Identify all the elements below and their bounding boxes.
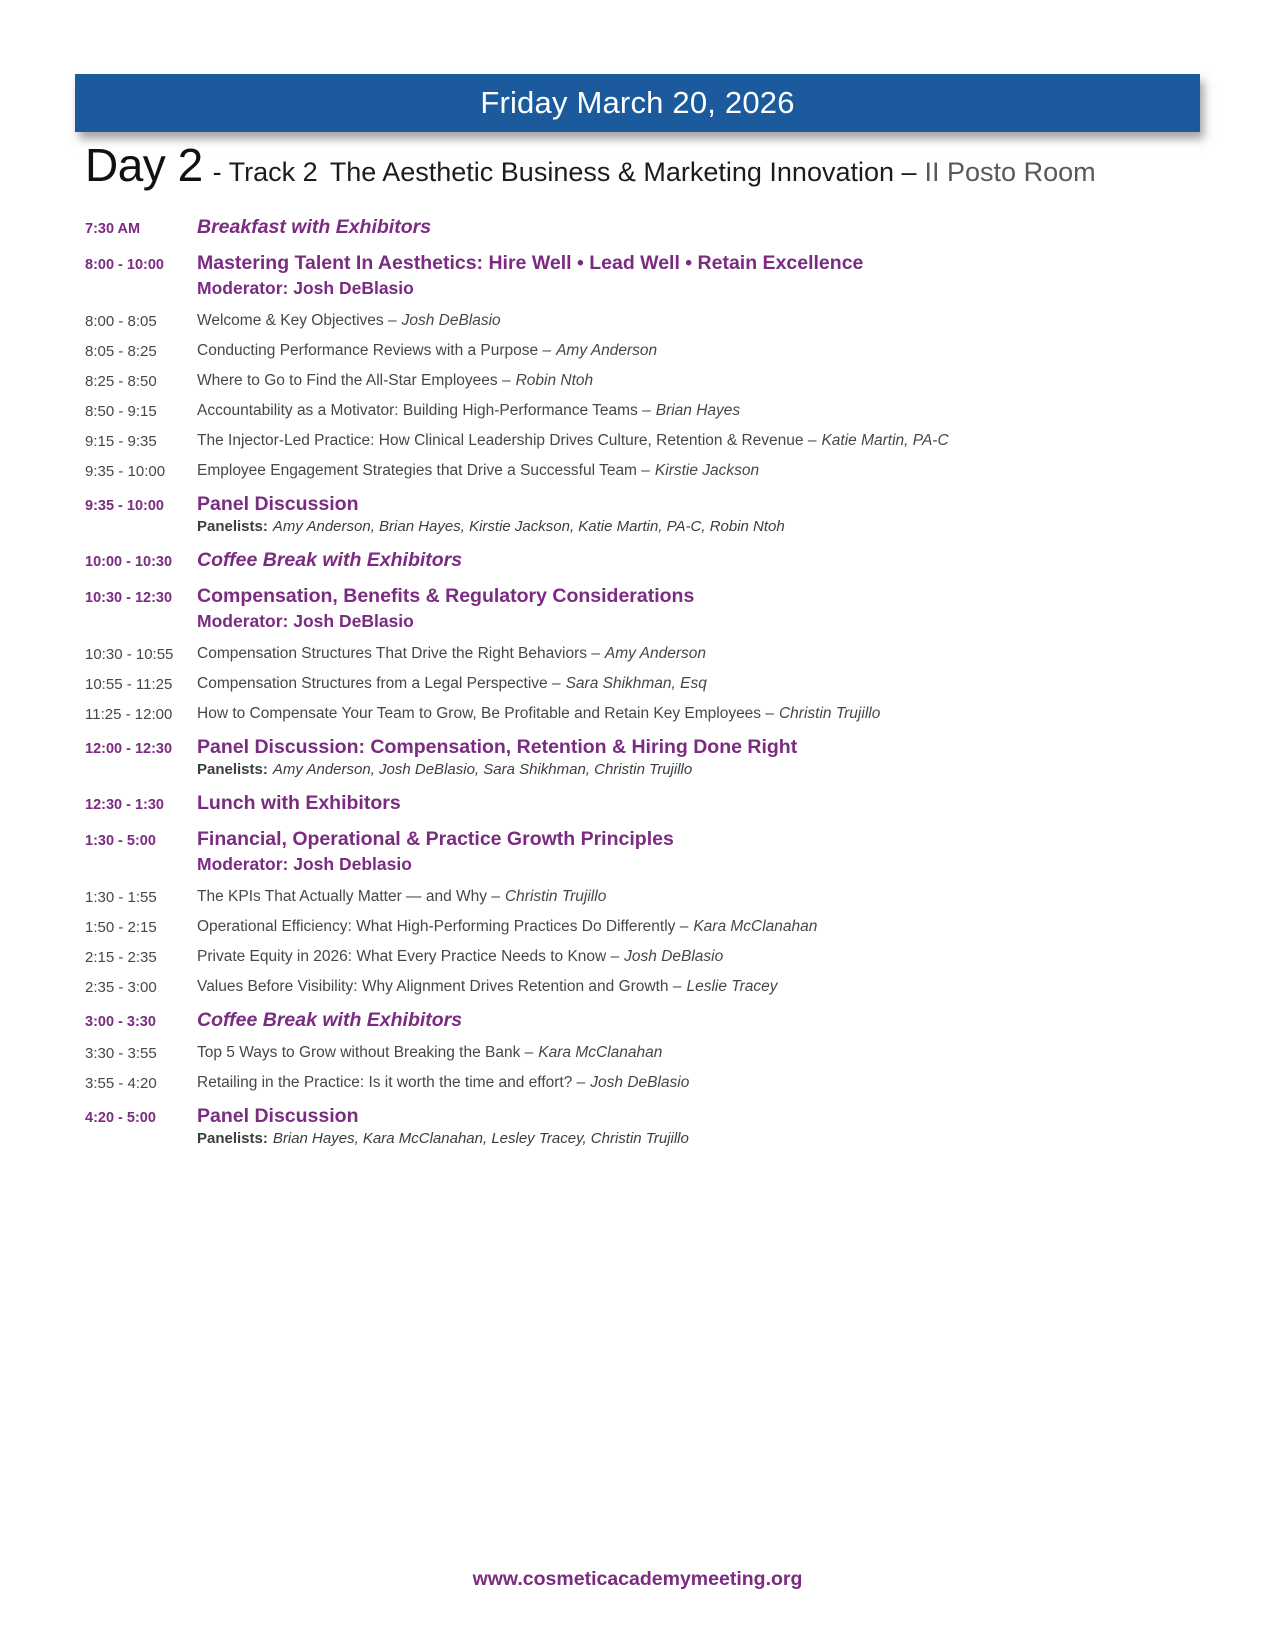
- talk-speaker: Kara McClanahan: [538, 1044, 663, 1061]
- schedule-row-panel: [85, 735, 1205, 780]
- talk-speaker: Kara McClanahan: [693, 918, 818, 935]
- time-cell: 8:25 - 8:50: [85, 373, 157, 390]
- session-content: [197, 827, 1205, 877]
- session-title: Coffee Break with Exhibitors: [197, 549, 463, 571]
- schedule-row-item: [85, 887, 1205, 907]
- track-label: - Track 2: [212, 157, 318, 187]
- time-cell: 3:30 - 3:55: [85, 1045, 157, 1062]
- talk-title: The Injector-Led Practice: How Clinical Leadership Drives Culture, Retention & Revenue –: [197, 432, 817, 449]
- schedule: [85, 204, 1205, 1149]
- talk-title: Operational Efficiency: What High-Performing Practices Do Differently –: [197, 918, 689, 935]
- session-title: Coffee Break with Exhibitors: [197, 1009, 463, 1031]
- schedule-row-item: [85, 917, 1205, 937]
- time-cell: 1:50 - 2:15: [85, 919, 157, 936]
- talk-title: Top 5 Ways to Grow without Breaking the Bank –: [197, 1044, 534, 1061]
- session-moderator: Moderator: Josh DeBlasio: [197, 278, 414, 298]
- schedule-row-item: [85, 704, 1205, 724]
- talk-title: How to Compensate Your Team to Grow, Be Profitable and Retain Key Employees –: [197, 705, 774, 722]
- session-content: [197, 431, 1205, 451]
- time-cell: 12:30 - 1:30: [85, 797, 164, 813]
- schedule-row-session: [85, 827, 1205, 877]
- time-cell: 10:30 - 10:55: [85, 646, 174, 663]
- time-cell: 9:35 - 10:00: [85, 463, 166, 480]
- session-content: [197, 1073, 1205, 1093]
- talk-speaker: Amy Anderson: [556, 342, 658, 359]
- room-label: II Posto Room: [924, 157, 1096, 187]
- day-heading: [85, 138, 1195, 192]
- schedule-row-item: [85, 1073, 1205, 1093]
- talk-line: [197, 1043, 1205, 1063]
- panelists-line: [197, 517, 1205, 537]
- track-title: The Aesthetic Business & Marketing Innovation –: [329, 157, 917, 187]
- session-title: Financial, Operational & Practice Growth Principles: [197, 828, 674, 850]
- time-cell: 2:15 - 2:35: [85, 949, 157, 966]
- talk-line: [197, 341, 1205, 361]
- time-cell: 12:00 - 12:30: [85, 741, 173, 757]
- session-content: [197, 644, 1205, 664]
- footer: [0, 1568, 1275, 1591]
- talk-speaker: Katie Martin, PA-C: [821, 432, 949, 449]
- time-cell: 3:00 - 3:30: [85, 1014, 156, 1030]
- panelists-label: Panelists:: [197, 761, 268, 778]
- time-cell: 10:30 - 12:30: [85, 590, 173, 606]
- talk-line: [197, 401, 1205, 421]
- session-content: [197, 735, 1205, 780]
- talk-title: Compensation Structures That Drive the Right Behaviors –: [197, 645, 600, 662]
- talk-line: [197, 371, 1205, 391]
- talk-title: Compensation Structures from a Legal Perspective –: [197, 675, 561, 692]
- talk-speaker: Josh DeBlasio: [624, 948, 724, 965]
- panelists-names: Amy Anderson, Brian Hayes, Kirstie Jackson, Katie Martin, PA-C, Robin Ntoh: [272, 518, 785, 535]
- day-label: Day 2: [85, 139, 203, 191]
- talk-title: Private Equity in 2026: What Every Practice Needs to Know –: [197, 948, 620, 965]
- date-banner: [75, 74, 1200, 132]
- footer-website-link[interactable]: www.cosmeticacademymeeting.org: [472, 1568, 803, 1590]
- schedule-row-item: [85, 977, 1205, 997]
- time-cell: 1:30 - 5:00: [85, 833, 156, 849]
- session-content: [197, 977, 1205, 997]
- schedule-row-break: [85, 548, 1205, 573]
- talk-speaker: Christin Trujillo: [778, 705, 881, 722]
- panelists-label: Panelists:: [197, 1130, 268, 1147]
- session-content: [197, 674, 1205, 694]
- schedule-row-item: [85, 644, 1205, 664]
- talk-speaker: Christin Trujillo: [504, 888, 607, 905]
- talk-speaker: Kirstie Jackson: [654, 462, 760, 479]
- talk-speaker: Josh DeBlasio: [401, 312, 501, 329]
- time-cell: 10:55 - 11:25: [85, 676, 173, 693]
- time-cell: 3:55 - 4:20: [85, 1075, 157, 1092]
- talk-title: Retailing in the Practice: Is it worth the time and effort? –: [197, 1074, 586, 1091]
- talk-title: Accountability as a Motivator: Building High-Performance Teams –: [197, 402, 651, 419]
- session-content: [197, 461, 1205, 481]
- talk-title: Where to Go to Find the All-Star Employees –: [197, 372, 511, 389]
- schedule-row-item: [85, 461, 1205, 481]
- session-content: [197, 371, 1205, 391]
- time-cell: 8:00 - 10:00: [85, 257, 164, 273]
- date-banner-title: Friday March 20, 2026: [480, 85, 795, 120]
- schedule-row-item: [85, 311, 1205, 331]
- talk-line: [197, 1073, 1205, 1093]
- session-content: [197, 704, 1205, 724]
- talk-line: [197, 704, 1205, 724]
- schedule-row-item: [85, 431, 1205, 451]
- time-cell: 11:25 - 12:00: [85, 706, 173, 723]
- session-content: [197, 947, 1205, 967]
- session-content: [197, 401, 1205, 421]
- session-content: [197, 548, 1205, 573]
- session-title: Mastering Talent In Aesthetics: Hire Well • Lead Well • Retain Excellence: [197, 252, 864, 274]
- schedule-row-item: [85, 1043, 1205, 1063]
- talk-title: Values Before Visibility: Why Alignment Drives Retention and Growth –: [197, 978, 682, 995]
- schedule-row-item: [85, 674, 1205, 694]
- session-content: [197, 311, 1205, 331]
- panelists-names: Amy Anderson, Josh DeBlasio, Sara Shikhman, Christin Trujillo: [272, 761, 693, 778]
- panelists-line: [197, 760, 1205, 780]
- session-content: [197, 341, 1205, 361]
- talk-title: Conducting Performance Reviews with a Purpose –: [197, 342, 552, 359]
- schedule-row-item: [85, 947, 1205, 967]
- time-cell: 4:20 - 5:00: [85, 1110, 156, 1126]
- panelists-line: [197, 1129, 1205, 1149]
- session-content: [197, 215, 1205, 240]
- time-cell: 2:35 - 3:00: [85, 979, 157, 996]
- session-moderator: Moderator: Josh Deblasio: [197, 854, 412, 874]
- session-content: [197, 584, 1205, 634]
- talk-title: Employee Engagement Strategies that Drive a Successful Team –: [197, 462, 650, 479]
- schedule-row-item: [85, 341, 1205, 361]
- schedule-row-session: [85, 251, 1205, 301]
- schedule-row-break: [85, 791, 1205, 816]
- talk-line: [197, 431, 1205, 451]
- schedule-row-break: [85, 1008, 1205, 1033]
- session-moderator: Moderator: Josh DeBlasio: [197, 611, 414, 631]
- session-content: [197, 791, 1205, 816]
- time-cell: 8:50 - 9:15: [85, 403, 157, 420]
- schedule-row-break: [85, 215, 1205, 240]
- session-content: [197, 251, 1205, 301]
- time-cell: 1:30 - 1:55: [85, 889, 157, 906]
- schedule-row-session: [85, 584, 1205, 634]
- session-title: Panel Discussion: [197, 1105, 359, 1127]
- session-content: [197, 1043, 1205, 1063]
- talk-speaker: Amy Anderson: [604, 645, 707, 662]
- talk-line: [197, 947, 1205, 967]
- session-title: Lunch with Exhibitors: [197, 792, 401, 814]
- session-content: [197, 1008, 1205, 1033]
- session-title: Compensation, Benefits & Regulatory Considerations: [197, 585, 695, 607]
- talk-title: Welcome & Key Objectives –: [197, 312, 397, 329]
- talk-speaker: Leslie Tracey: [686, 978, 778, 995]
- talk-line: [197, 311, 1205, 331]
- schedule-row-panel: [85, 1104, 1205, 1149]
- panelists-names: Brian Hayes, Kara McClanahan, Lesley Tracey, Christin Trujillo: [272, 1130, 689, 1147]
- time-cell: 8:00 - 8:05: [85, 313, 157, 330]
- schedule-row-item: [85, 371, 1205, 391]
- session-title: Panel Discussion: [197, 493, 359, 515]
- session-content: [197, 887, 1205, 907]
- time-cell: 10:00 - 10:30: [85, 554, 173, 570]
- session-content: [197, 492, 1205, 537]
- session-content: [197, 1104, 1205, 1149]
- panelists-label: Panelists:: [197, 518, 268, 535]
- talk-line: [197, 674, 1205, 694]
- talk-line: [197, 461, 1205, 481]
- talk-title: The KPIs That Actually Matter — and Why –: [197, 888, 500, 905]
- session-title: Panel Discussion: Compensation, Retention & Hiring Done Right: [197, 736, 798, 758]
- talk-line: [197, 887, 1205, 907]
- time-cell: 9:15 - 9:35: [85, 433, 157, 450]
- schedule-row-item: [85, 401, 1205, 421]
- talk-speaker: Sara Shikhman, Esq: [565, 675, 707, 692]
- talk-line: [197, 977, 1205, 997]
- talk-speaker: Brian Hayes: [655, 402, 741, 419]
- time-cell: 7:30 AM: [85, 221, 141, 237]
- talk-speaker: Robin Ntoh: [515, 372, 594, 389]
- time-cell: 8:05 - 8:25: [85, 343, 157, 360]
- session-content: [197, 917, 1205, 937]
- schedule-row-panel: [85, 492, 1205, 537]
- session-title: Breakfast with Exhibitors: [197, 216, 432, 238]
- talk-line: [197, 917, 1205, 937]
- talk-speaker: Josh DeBlasio: [590, 1074, 690, 1091]
- time-cell: 9:35 - 10:00: [85, 498, 164, 514]
- talk-line: [197, 644, 1205, 664]
